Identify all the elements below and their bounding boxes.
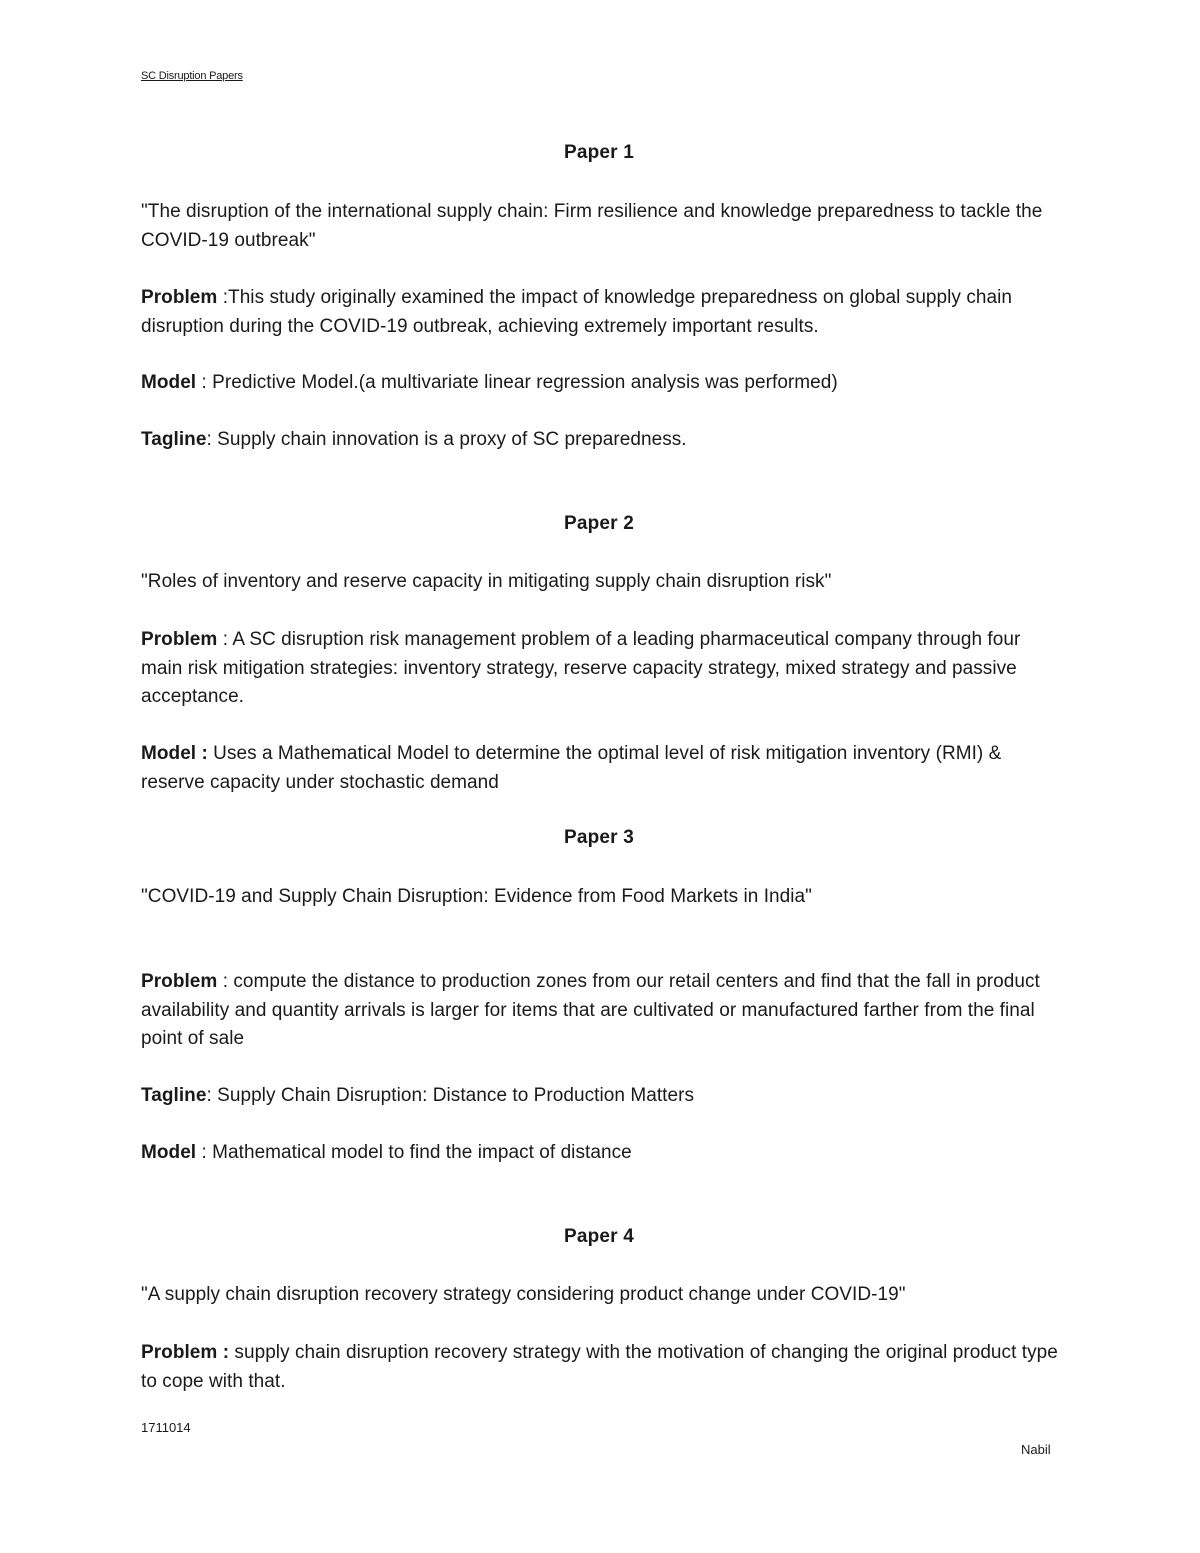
document-header-title: SC Disruption Papers <box>141 70 243 82</box>
paper-3-model <box>141 1139 1061 1168</box>
tagline-label: Tagline <box>141 429 207 450</box>
paper-2-model <box>141 740 1061 797</box>
tagline-label: Tagline <box>141 1085 207 1106</box>
model-text: : Predictive Model.(a multivariate linear regression analysis was performed) <box>196 372 838 393</box>
paper-1-model <box>141 369 1061 398</box>
problem-text: :This study originally examined the impact of knowledge preparedness on global supply chain disruption during the COVID-19 outbreak, achieving extremely important results. <box>141 287 1012 337</box>
model-text: Uses a Mathematical Model to determine the optimal level of risk mitigation inventory (RMI) & reserve capacity under stochastic demand <box>141 743 1002 793</box>
tagline-text: : Supply Chain Disruption: Distance to Production Matters <box>206 1085 695 1106</box>
tagline-text: : Supply chain innovation is a proxy of SC preparedness. <box>206 429 687 450</box>
model-text: : Mathematical model to find the impact of distance <box>196 1142 632 1163</box>
model-label: Model <box>141 372 197 393</box>
paper-2-title: "Roles of inventory and reserve capacity in mitigating supply chain disruption risk" <box>141 571 832 592</box>
problem-label: Problem : <box>141 1342 230 1363</box>
problem-label: Problem <box>141 629 218 650</box>
paper-3-title: "COVID-19 and Supply Chain Disruption: Evidence from Food Markets in India" <box>141 886 812 907</box>
problem-label: Problem <box>141 971 218 992</box>
paper-4-title: "A supply chain disruption recovery strategy considering product change under COVID-19" <box>141 1284 906 1305</box>
problem-text: supply chain disruption recovery strategy with the motivation of changing the original product type to cope with that. <box>141 1342 1058 1392</box>
problem-text: : compute the distance to production zones from our retail centers and find that the fall in product availability and quantity arrivals is larger for items that are cultivated or manufactured farther from the final point of sale <box>141 971 1040 1049</box>
paper-2-heading: Paper 2 <box>563 513 635 534</box>
paper-4-heading: Paper 4 <box>563 1226 635 1247</box>
footer-author-name: Nabil <box>1021 1442 1051 1457</box>
model-label: Model <box>141 1142 197 1163</box>
paper-3-problem <box>141 968 1061 1054</box>
paper-3-heading: Paper 3 <box>563 827 635 848</box>
paper-1-heading: Paper 1 <box>563 142 635 163</box>
footer-student-id: 1711014 <box>141 1420 191 1435</box>
problem-label: Problem <box>141 287 218 308</box>
paper-3-tagline <box>141 1082 1061 1111</box>
paper-1-title: "The disruption of the international supply chain: Firm resilience and knowledge preparedness to tackle the COVID-19 outbreak" <box>141 201 1043 251</box>
model-label: Model : <box>141 743 208 764</box>
paper-2-problem <box>141 626 1061 712</box>
paper-1-tagline <box>141 426 1061 455</box>
paper-1-problem <box>141 284 1061 341</box>
paper-4-problem <box>141 1339 1061 1396</box>
problem-text: : A SC disruption risk management problem of a leading pharmaceutical company through four main risk mitigation strategies: inventory strategy, reserve capacity strategy, mixed strategy and passive acceptance. <box>141 629 1021 707</box>
